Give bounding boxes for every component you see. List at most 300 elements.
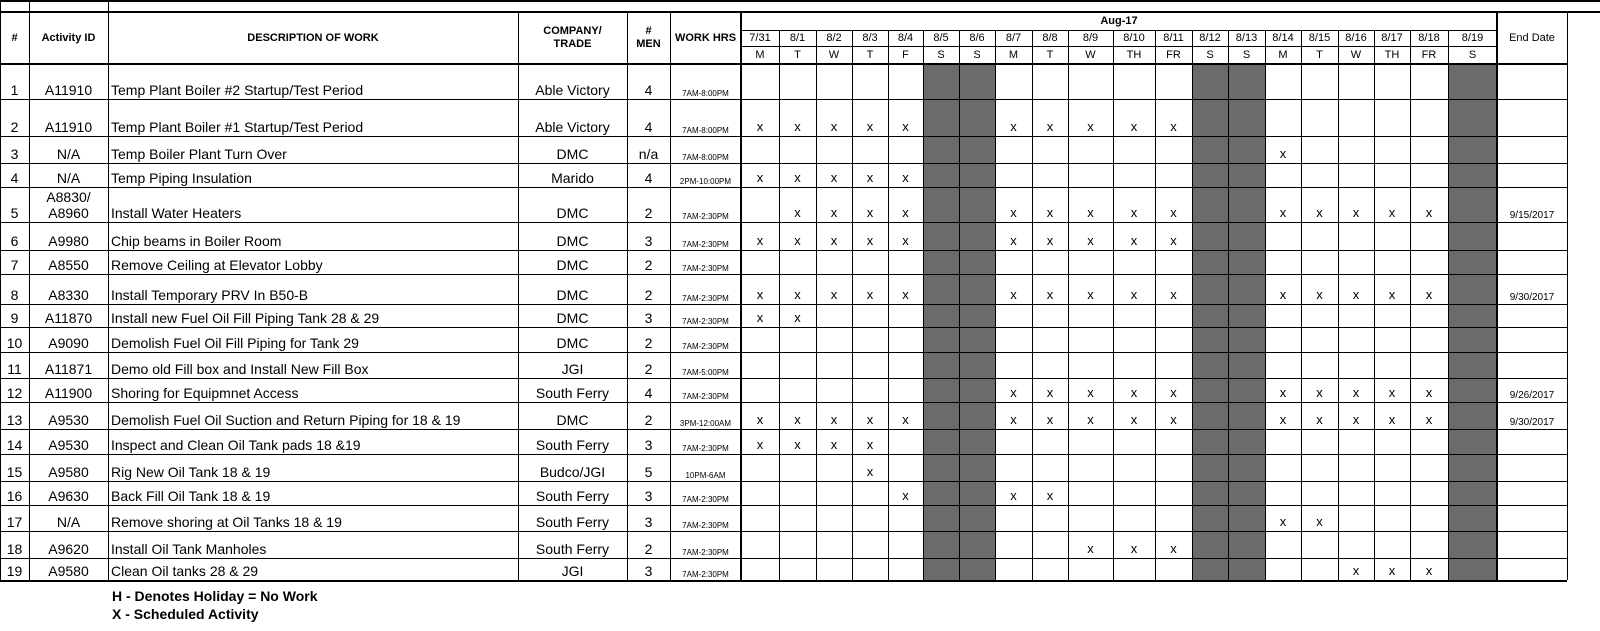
row-activity-id: A8550 — [48, 256, 89, 273]
grid-v — [959, 30, 960, 580]
schedule-mark: x — [866, 119, 874, 135]
grid-v — [518, 12, 519, 580]
schedule-mark: x — [830, 205, 838, 221]
schedule-mark: x — [1170, 233, 1177, 249]
grid-row-line — [0, 429, 1567, 430]
row-company: Marido — [551, 169, 594, 186]
grid-header-top-line — [0, 11, 1600, 13]
grid-row-line — [0, 454, 1567, 455]
header-description: DESCRIPTION OF WORK — [247, 31, 379, 44]
grid-row-line — [0, 481, 1567, 482]
header-day-dow: T — [794, 48, 801, 61]
grid-v — [1496, 12, 1498, 580]
row-work-hrs: 3PM-12:00AM — [679, 418, 732, 428]
header-day-date: 8/10 — [1123, 31, 1145, 44]
grid-v — [740, 12, 742, 580]
schedule-mark: x — [1170, 287, 1177, 303]
header-day-date: 8/13 — [1235, 31, 1258, 44]
row-company: South Ferry — [535, 540, 610, 557]
row-company: DMC — [556, 145, 589, 162]
schedule-mark: x — [902, 287, 909, 303]
header-activity-id: Activity ID — [41, 31, 96, 44]
grid-v — [816, 30, 817, 580]
header-day-date: 8/3 — [862, 31, 878, 44]
schedule-mark: x — [1046, 385, 1054, 401]
grid-row-line — [0, 274, 1567, 275]
header-day-date: 8/5 — [933, 31, 949, 44]
schedule-mark: x — [1388, 205, 1396, 221]
grid-row-line — [0, 250, 1567, 251]
schedule-mark: x — [1087, 205, 1094, 221]
weekend-shade — [923, 64, 959, 580]
grid-v — [1338, 30, 1339, 580]
header-day-dow: W — [828, 48, 840, 61]
schedule-mark: x — [1046, 287, 1054, 303]
header-day-date: 8/17 — [1381, 31, 1403, 44]
row-num: 5 — [10, 204, 19, 221]
row-company: JGI — [561, 360, 584, 377]
header-day-dow: F — [902, 48, 909, 61]
schedule-mark: x — [756, 119, 764, 135]
grid-row-line — [0, 402, 1567, 403]
schedule-mark: x — [1388, 287, 1396, 303]
row-men: 3 — [644, 513, 653, 530]
schedule-mark: x — [756, 170, 764, 186]
row-activity-id: A9580 — [48, 562, 89, 579]
grid-header-bottom-line — [0, 63, 1567, 65]
header-day-dow: S — [973, 48, 981, 61]
legend-holiday: H - Denotes Holiday = No Work — [112, 588, 318, 604]
grid-v — [1265, 30, 1266, 580]
header-day-date: 8/18 — [1418, 31, 1440, 44]
schedule-mark: x — [756, 437, 764, 453]
row-activity-id: N/A — [56, 513, 81, 530]
row-end-date: 9/26/2017 — [1509, 389, 1555, 401]
row-description: Install Temporary PRV In B50-B — [111, 286, 309, 303]
schedule-mark: x — [830, 119, 838, 135]
row-company: Budco/JGI — [539, 463, 606, 480]
row-activity-id: A9580 — [48, 463, 89, 480]
schedule-mark: x — [1087, 385, 1094, 401]
schedule-mark: x — [1010, 205, 1017, 221]
header-day-date: 8/16 — [1345, 31, 1367, 44]
row-end-date — [1497, 558, 1567, 580]
schedule-mark: x — [830, 437, 838, 453]
schedule-mark: x — [1010, 287, 1017, 303]
schedule-mark: x — [1352, 287, 1360, 303]
row-work-hrs: 7AM-8:00PM — [682, 125, 729, 135]
row-activity-id: A11910 — [44, 118, 93, 135]
row-activity-id: N/A — [56, 145, 81, 162]
row-work-hrs: 7AM-2:30PM — [682, 341, 729, 351]
row-end-date — [1497, 64, 1567, 99]
schedule-mark: x — [794, 205, 801, 221]
header-day-date: 8/9 — [1082, 31, 1099, 44]
schedule-mark: x — [1130, 205, 1138, 221]
row-company: DMC — [556, 232, 589, 249]
schedule-mark: x — [1352, 412, 1360, 428]
header-day-date: 8/2 — [826, 31, 842, 44]
row-company: DMC — [556, 309, 589, 326]
schedule-mark: x — [794, 412, 801, 428]
header-day-dow: FR — [1166, 48, 1181, 61]
grid-row-line — [0, 136, 1567, 137]
grid-v — [627, 12, 628, 580]
row-end-date — [1497, 531, 1567, 558]
row-description: Shoring for Equipmnet Access — [111, 384, 299, 401]
grid-v — [1374, 30, 1375, 580]
header-day-date: 8/19 — [1461, 31, 1484, 44]
schedule-mark: x — [866, 412, 874, 428]
weekend-shade — [959, 64, 995, 580]
row-company: DMC — [556, 204, 589, 221]
row-work-hrs: 7AM-2:30PM — [682, 494, 729, 504]
row-num: 8 — [10, 286, 19, 303]
row-description: Inspect and Clean Oil Tank pads 18 &19 — [111, 436, 361, 453]
row-num: 9 — [10, 309, 19, 326]
row-end-date — [1497, 222, 1567, 250]
row-activity-id: A9090 — [48, 334, 89, 351]
row-end-date — [1497, 481, 1567, 505]
schedule-mark: x — [830, 412, 838, 428]
row-activity-id: A11871 — [44, 360, 93, 377]
schedule-mark: x — [1010, 119, 1017, 135]
row-description: Temp Piping Insulation — [111, 169, 252, 186]
row-end-date: 9/15/2017 — [1509, 209, 1555, 221]
schedule-mark: x — [1130, 412, 1138, 428]
header-day-dow: S — [937, 48, 945, 61]
row-num: 3 — [10, 145, 19, 162]
row-end-date — [1497, 136, 1567, 163]
schedule-mark: x — [1316, 514, 1323, 530]
schedule-mark: x — [794, 310, 801, 326]
schedule-mark: x — [1087, 119, 1094, 135]
grid-v — [1567, 12, 1568, 580]
schedule-mark: x — [1130, 541, 1138, 557]
row-num: 16 — [6, 487, 23, 504]
schedule-mark: x — [756, 233, 764, 249]
row-activity-id: A9980 — [48, 232, 89, 249]
weekend-shade — [1228, 64, 1265, 580]
schedule-mark: x — [866, 437, 874, 453]
row-end-date — [1497, 505, 1567, 531]
schedule-mark: x — [866, 287, 874, 303]
row-num: 1 — [10, 81, 19, 98]
row-company: Able Victory — [535, 81, 610, 98]
grid-row-line — [0, 531, 1567, 532]
row-description: Demolish Fuel Oil Fill Piping for Tank 29 — [111, 334, 359, 351]
grid-v — [1410, 30, 1411, 580]
header-day-dow: T — [866, 48, 874, 61]
row-end-date — [1497, 429, 1567, 454]
row-men: 4 — [644, 384, 653, 401]
row-company: South Ferry — [535, 384, 610, 401]
row-num: 4 — [10, 169, 19, 186]
row-work-hrs: 7AM-2:30PM — [682, 293, 729, 303]
grid-v — [1032, 30, 1033, 580]
schedule-mark: x — [902, 119, 909, 135]
schedule-mark: x — [866, 205, 874, 221]
row-num: 15 — [6, 463, 23, 480]
grid-v — [1068, 30, 1069, 580]
row-num: 19 — [6, 562, 23, 579]
header-day-date: 8/1 — [789, 31, 806, 44]
row-activity-id: A9630 — [48, 487, 89, 504]
schedule-mark: x — [1279, 385, 1287, 401]
schedule-mark: x — [1130, 119, 1138, 135]
schedule-mark: x — [794, 119, 801, 135]
schedule-mark: x — [830, 287, 838, 303]
row-description: Rig New Oil Tank 18 & 19 — [111, 463, 271, 480]
header-day-dow: W — [1350, 48, 1362, 61]
header-day-date: 7/31 — [749, 31, 771, 44]
row-company: DMC — [556, 411, 589, 428]
header-day-dow: TH — [1384, 48, 1400, 61]
row-description: Clean Oil tanks 28 & 29 — [111, 562, 259, 579]
row-end-date — [1497, 327, 1567, 352]
header-company: COMPANY/ TRADE — [543, 25, 602, 50]
row-work-hrs: 2PM-10:00PM — [679, 176, 732, 186]
row-num: 12 — [6, 384, 23, 401]
weekend-shade — [1192, 64, 1228, 580]
row-company: JGI — [561, 562, 584, 579]
schedule-mark: x — [1388, 412, 1396, 428]
grid-v — [923, 30, 924, 580]
header-men: # MEN — [636, 25, 661, 50]
header-num: # — [11, 31, 18, 44]
header-work-hrs: WORK HRS — [674, 31, 737, 44]
schedule-mark: x — [1010, 412, 1017, 428]
row-num: 10 — [6, 334, 23, 351]
row-men: 2 — [644, 540, 653, 557]
grid-v — [29, 12, 30, 580]
schedule-mark: x — [1087, 412, 1094, 428]
header-month: Aug-17 — [1100, 14, 1138, 27]
schedule-mark: x — [756, 412, 764, 428]
grid-v — [852, 30, 853, 580]
grid-row-line — [0, 304, 1567, 305]
grid-v — [108, 0, 109, 12]
schedule-mark: x — [1425, 563, 1433, 579]
schedule-mark: x — [1279, 514, 1287, 530]
row-company: DMC — [556, 334, 589, 351]
grid-row-line — [0, 580, 1567, 582]
schedule-mark: x — [794, 233, 801, 249]
schedule-mark: x — [1130, 385, 1138, 401]
row-description: Temp Plant Boiler #2 Startup/Test Period — [111, 81, 364, 98]
row-num: 14 — [6, 436, 23, 453]
row-description: Install new Fuel Oil Fill Piping Tank 28 & 29 — [111, 309, 380, 326]
header-day-dow: S — [1468, 48, 1477, 61]
grid-v — [995, 30, 996, 580]
header-day-date: 8/4 — [897, 31, 914, 44]
schedule-mark: x — [1010, 488, 1017, 504]
schedule-mark: x — [866, 233, 874, 249]
schedule-mark: x — [1046, 233, 1054, 249]
grid-row-line — [0, 378, 1567, 379]
schedule-mark: x — [1425, 205, 1433, 221]
row-men: 3 — [644, 562, 653, 579]
header-end-date: End Date — [1509, 31, 1555, 44]
row-men: 2 — [644, 204, 653, 221]
header-day-date: 8/14 — [1272, 31, 1294, 44]
schedule-mark: x — [756, 287, 764, 303]
row-work-hrs: 7AM-2:30PM — [682, 520, 729, 530]
header-day-dow: TH — [1126, 48, 1142, 61]
schedule-mark: x — [794, 437, 801, 453]
grid-v — [670, 12, 671, 580]
header-day-dow: M — [755, 48, 765, 61]
grid-row-line — [0, 222, 1567, 223]
grid-row-line — [0, 187, 1567, 188]
header-day-dow: M — [1278, 48, 1288, 61]
row-num: 6 — [10, 232, 19, 249]
row-work-hrs: 7AM-2:30PM — [682, 316, 729, 326]
header-day-date: 8/11 — [1163, 31, 1184, 44]
row-activity-id: A11870 — [44, 309, 93, 326]
schedule-mark: x — [1170, 385, 1177, 401]
schedule-mark: x — [1279, 412, 1287, 428]
row-work-hrs: 7AM-2:30PM — [682, 391, 729, 401]
grid-month-line — [741, 30, 1497, 31]
schedule-mark: x — [794, 287, 801, 303]
row-end-date — [1497, 163, 1567, 187]
row-end-date — [1497, 250, 1567, 274]
schedule-mark: x — [1279, 146, 1287, 162]
row-description: Temp Plant Boiler #1 Startup/Test Period — [111, 118, 364, 135]
schedule-mark: x — [1170, 412, 1177, 428]
row-num: 17 — [6, 513, 23, 530]
row-men: 5 — [644, 463, 653, 480]
row-work-hrs: 7AM-2:30PM — [682, 263, 729, 273]
row-work-hrs: 7AM-2:30PM — [682, 547, 729, 557]
grid-v — [1155, 30, 1156, 580]
schedule-mark: x — [1316, 412, 1323, 428]
schedule-mark: x — [902, 170, 909, 186]
schedule-mark: x — [1010, 385, 1017, 401]
grid-v — [29, 0, 30, 12]
row-work-hrs: 7AM-5:00PM — [682, 367, 729, 377]
grid-v — [1228, 30, 1229, 580]
row-work-hrs: 7AM-8:00PM — [682, 152, 729, 162]
row-description: Remove Ceiling at Elevator Lobby — [111, 256, 323, 273]
row-work-hrs: 7AM-2:30PM — [682, 211, 729, 221]
schedule-mark: x — [1388, 385, 1396, 401]
header-day-dow: T — [1046, 48, 1054, 61]
schedule-mark: x — [756, 310, 764, 326]
row-activity-id: A9530 — [48, 436, 89, 453]
row-men: 3 — [644, 436, 653, 453]
grid-v — [0, 0, 1, 12]
row-work-hrs: 10PM-6AM — [685, 470, 726, 480]
row-num: 7 — [10, 256, 19, 273]
schedule-mark: x — [1425, 287, 1433, 303]
row-men: 2 — [644, 334, 653, 351]
header-day-date: 8/15 — [1308, 31, 1331, 44]
schedule-mark: x — [1316, 205, 1323, 221]
schedule-mark: x — [830, 233, 838, 249]
schedule-mark: x — [1010, 233, 1017, 249]
row-description: Install Water Heaters — [111, 204, 242, 221]
schedule-mark: x — [1087, 541, 1094, 557]
row-end-date — [1497, 304, 1567, 327]
row-work-hrs: 7AM-2:30PM — [682, 239, 729, 249]
row-men: 4 — [644, 81, 653, 98]
schedule-mark: x — [1388, 563, 1396, 579]
row-men: 3 — [644, 309, 653, 326]
schedule-mark: x — [1316, 287, 1323, 303]
row-men: 4 — [644, 169, 653, 186]
row-description: Chip beams in Boiler Room — [111, 232, 282, 249]
grid-top-line — [0, 0, 1600, 2]
schedule-mark: x — [902, 412, 909, 428]
row-company: DMC — [556, 256, 589, 273]
row-men: 3 — [644, 232, 653, 249]
row-description: Remove shoring at Oil Tanks 18 & 19 — [111, 513, 342, 530]
row-men: n/a — [638, 145, 659, 162]
header-day-dow: S — [1242, 48, 1251, 61]
row-men: 4 — [644, 118, 653, 135]
grid-row-line — [0, 505, 1567, 506]
schedule-mark: x — [1087, 233, 1094, 249]
row-work-hrs: 7AM-2:30PM — [682, 443, 729, 453]
header-day-date: 8/8 — [1042, 31, 1058, 44]
schedule-mark: x — [1316, 385, 1323, 401]
grid-v — [108, 12, 109, 580]
grid-row-line — [0, 352, 1567, 353]
grid-row-line — [0, 327, 1567, 328]
schedule-mark: x — [794, 170, 801, 186]
row-men: 2 — [644, 411, 653, 428]
grid-row-line — [0, 558, 1567, 559]
row-description: Back Fill Oil Tank 18 & 19 — [111, 487, 271, 504]
legend-scheduled: X - Scheduled Activity — [112, 606, 259, 622]
schedule-mark: x — [1425, 412, 1433, 428]
schedule-mark: x — [1046, 205, 1054, 221]
header-day-dow: S — [1206, 48, 1214, 61]
row-company: South Ferry — [535, 513, 610, 530]
schedule-mark: x — [1425, 385, 1433, 401]
row-company: South Ferry — [535, 436, 610, 453]
row-activity-id: A11910 — [44, 81, 93, 98]
row-activity-id: A9530 — [48, 411, 89, 428]
row-company: Able Victory — [535, 118, 610, 135]
schedule-mark: x — [1046, 119, 1054, 135]
row-description: Demolish Fuel Oil Suction and Return Piping for 18 & 19 — [111, 411, 461, 428]
row-activity-id: A9620 — [48, 540, 89, 557]
row-description: Demo old Fill box and Install New Fill Box — [111, 360, 369, 377]
row-end-date: 9/30/2017 — [1509, 416, 1555, 428]
row-activity-id: N/A — [56, 169, 81, 186]
row-end-date — [1497, 454, 1567, 481]
schedule-mark: x — [1130, 233, 1138, 249]
schedule-mark: x — [1046, 412, 1054, 428]
row-activity-id: A8830/ A8960 — [46, 188, 91, 221]
header-day-date: 8/12 — [1199, 31, 1221, 44]
grid-row-line — [0, 163, 1567, 164]
schedule-mark: x — [830, 170, 838, 186]
row-work-hrs: 7AM-8:00PM — [682, 88, 729, 98]
grid-date-line — [741, 46, 1497, 47]
row-num: 13 — [6, 411, 23, 428]
row-men: 2 — [644, 360, 653, 377]
row-end-date — [1497, 99, 1567, 136]
schedule-mark: x — [1352, 385, 1360, 401]
schedule-mark: x — [1279, 205, 1287, 221]
schedule-mark: x — [1046, 488, 1054, 504]
weekend-shade — [1448, 64, 1497, 580]
grid-v — [779, 30, 780, 580]
